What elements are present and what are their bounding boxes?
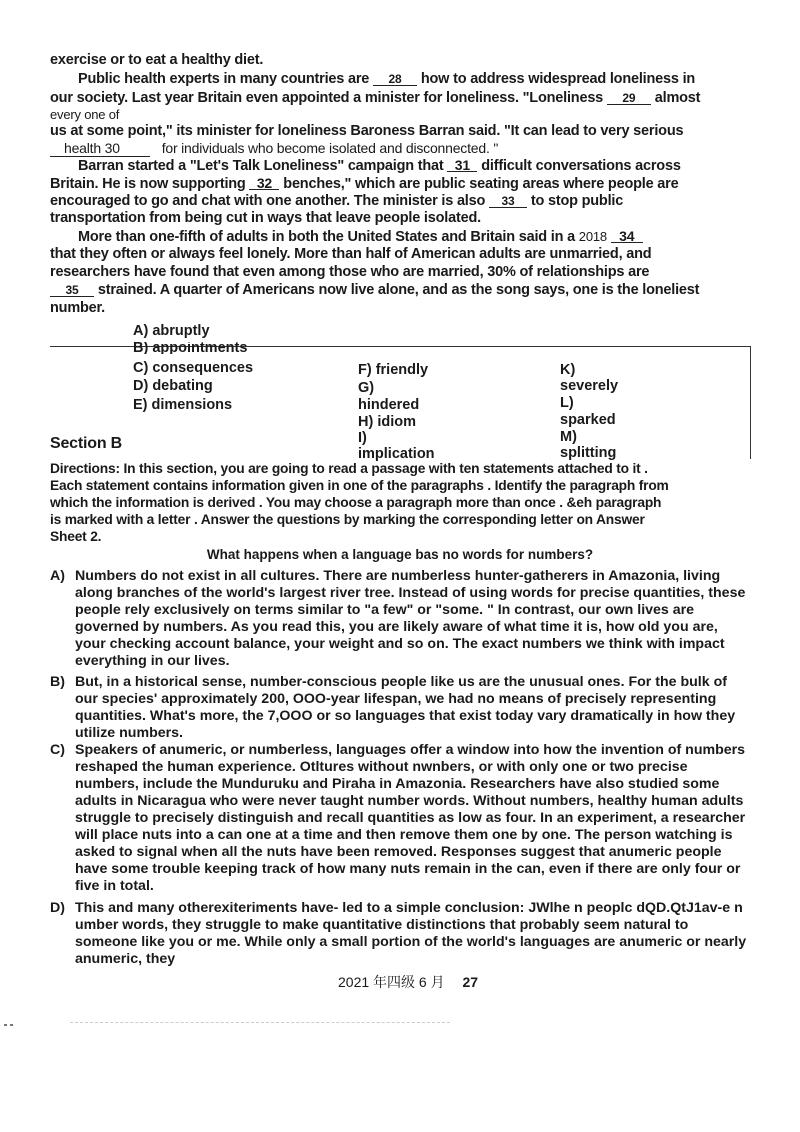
- blank-35: 35: [50, 284, 94, 297]
- paragraph-d: [50, 900, 750, 968]
- paragraph-label: B): [50, 674, 65, 690]
- option-b: B) appointments: [133, 342, 248, 354]
- option-l-letter: L): [560, 395, 574, 411]
- blank-31: 31: [447, 159, 477, 172]
- blank-29: 29: [607, 92, 651, 105]
- option-e: E) dimensions: [133, 397, 233, 413]
- directions-line: is marked with a letter . Answer the questions by marking the corresponding letter on Answer: [50, 512, 645, 527]
- option-g-word: hindered: [358, 397, 420, 413]
- passage-line: Public health experts in many countries are 28 how to address widespread loneliness in: [78, 71, 696, 87]
- page-footer: [338, 972, 478, 992]
- directions-line: Each statement contains information given in one of the paragraphs . Identify the paragraph from: [50, 478, 669, 493]
- blank-34: 34: [611, 230, 643, 243]
- scan-artifact-dot: [4, 1024, 7, 1026]
- passage-title: What happens when a language bas no words for numbers?: [206, 547, 594, 562]
- passage-line: that they often or always feel lonely. More than half of American adults are unmarried, and: [50, 246, 652, 262]
- directions-line: which the information is derived . You may choose a paragraph more than once . &eh paragraph: [50, 495, 662, 510]
- option-i-letter: I): [358, 430, 367, 446]
- option-l-word: sparked: [560, 412, 616, 428]
- paragraph-text: This and many otherexiteriments have- led to a simple conclusion: JWlhe n peoplc dQD.QtJ1av-e n umber words, they struggle to make quantitative distinctions that probably seem natural to someone like you or me. While only a small portion of the world's languages are anumeric or nearly anumeric, they: [75, 900, 747, 967]
- option-k-letter: K): [560, 362, 576, 378]
- option-k-word: severely: [560, 378, 619, 394]
- paragraph-text: Numbers do not exist in all cultures. There are numberless hunter-gatherers in Amazonia, living along branches of the world's largest river tree. Instead of using words for precise quantities, these people rely exclusively on terms similar to "a few" or "some. " In contrast, our own lives are governed by numbers. As you read this, you are likely aware of what time it is, how old you are, your checking account balance, your weight and so on. The exact numbers we think with impact everything in our lives.: [75, 568, 746, 669]
- year-2018: 2018: [578, 229, 607, 244]
- paragraph-b: [50, 674, 750, 742]
- directions-line: Sheet 2.: [50, 529, 102, 544]
- passage-line: number.: [50, 300, 105, 316]
- passage-line: exercise or to eat a healthy diet.: [50, 52, 264, 68]
- page-number: 27: [462, 974, 479, 990]
- passage-line: More than one-fifth of adults in both the United States and Britain said in a 2018 34: [78, 229, 643, 245]
- scan-artifact-dot: [10, 1024, 13, 1026]
- option-g-letter: G): [358, 380, 375, 396]
- option-a: A) abruptly: [133, 323, 210, 339]
- passage-line: 35 strained. A quarter of Americans now live alone, and as the song says, one is the loneliest: [50, 282, 699, 298]
- option-f: F) friendly: [358, 362, 429, 378]
- paragraph-text: Speakers of anumeric, or numberless, languages offer a window into how the invention of numbers reshaped the human experience. Otltures without nwnbers, or with only one or two precise numbers, include the Munduruku and Piraha in Amazonia. Researchers have also studied some adults in Nicaragua who were never taught number words. Without numbers, healthy human adults struggle to precisely distinguish and recall quantities as low as four. In an experiment, a researcher will place nuts into a can one at a time and then remove them one by one. The person watching is asked to signal when all the nuts have been removed. Responses suggest that anumeric people have some trouble keeping track of how many nuts remain in the can, even if there are only four or five in total.: [75, 742, 746, 894]
- blank-30: health 30: [50, 140, 150, 157]
- passage-line: researchers have found that even among those who are married, 30% of relationships are: [50, 264, 650, 280]
- passage-line: every one of: [50, 107, 120, 122]
- paragraph-text: But, in a historical sense, number-conscious people like us are the unusual ones. For the bulk of our species' approximately 200, OOO-year lifespan, we had no means of precisely representing quantities. What's more, the 7,OOO or so languages that exist today vary dramatically in how they utilize numbers.: [75, 674, 736, 741]
- blank-33: 33: [489, 195, 527, 208]
- paragraph-a: [50, 568, 750, 670]
- passage-line: our society. Last year Britain even appointed a minister for loneliness. "Loneliness 29 almost: [50, 90, 701, 106]
- paragraph-c: [50, 742, 750, 895]
- option-h: H) idiom: [358, 414, 416, 430]
- passage-line: transportation from being cut in ways that leave people isolated.: [50, 210, 481, 226]
- blank-32: 32: [249, 177, 279, 190]
- passage-line: Britain. He is now supporting 32 benches," which are public seating areas where people are: [50, 175, 679, 192]
- option-i-word: implication: [358, 446, 435, 462]
- section-b-heading: Section B: [50, 435, 122, 452]
- exam-date: 2021 年四级 6 月: [338, 974, 445, 990]
- blank-28: 28: [373, 73, 417, 86]
- option-m-word: splitting: [560, 445, 617, 461]
- scan-artifact-line: [70, 1022, 450, 1023]
- option-c: C) consequences: [133, 360, 254, 376]
- paragraph-label: C): [50, 742, 65, 758]
- passage-line: encouraged to go and chat with one another. The minister is also 33 to stop public: [50, 193, 624, 209]
- option-m-letter: M): [560, 429, 577, 445]
- passage-line: us at some point," its minister for loneliness Baroness Barran said. "It can lead to very serious: [50, 123, 684, 139]
- paragraph-label: D): [50, 900, 65, 916]
- directions-line: Directions: In this section, you are going to read a passage with ten statements attached to it .: [50, 461, 648, 476]
- passage-line: health 30 for individuals who become isolated and disconnected. ": [50, 140, 498, 157]
- paragraph-label: A): [50, 568, 65, 584]
- option-d: D) debating: [133, 378, 213, 394]
- passage-line: Barran started a "Let's Talk Loneliness" campaign that 31 difficult conversations across: [78, 157, 681, 174]
